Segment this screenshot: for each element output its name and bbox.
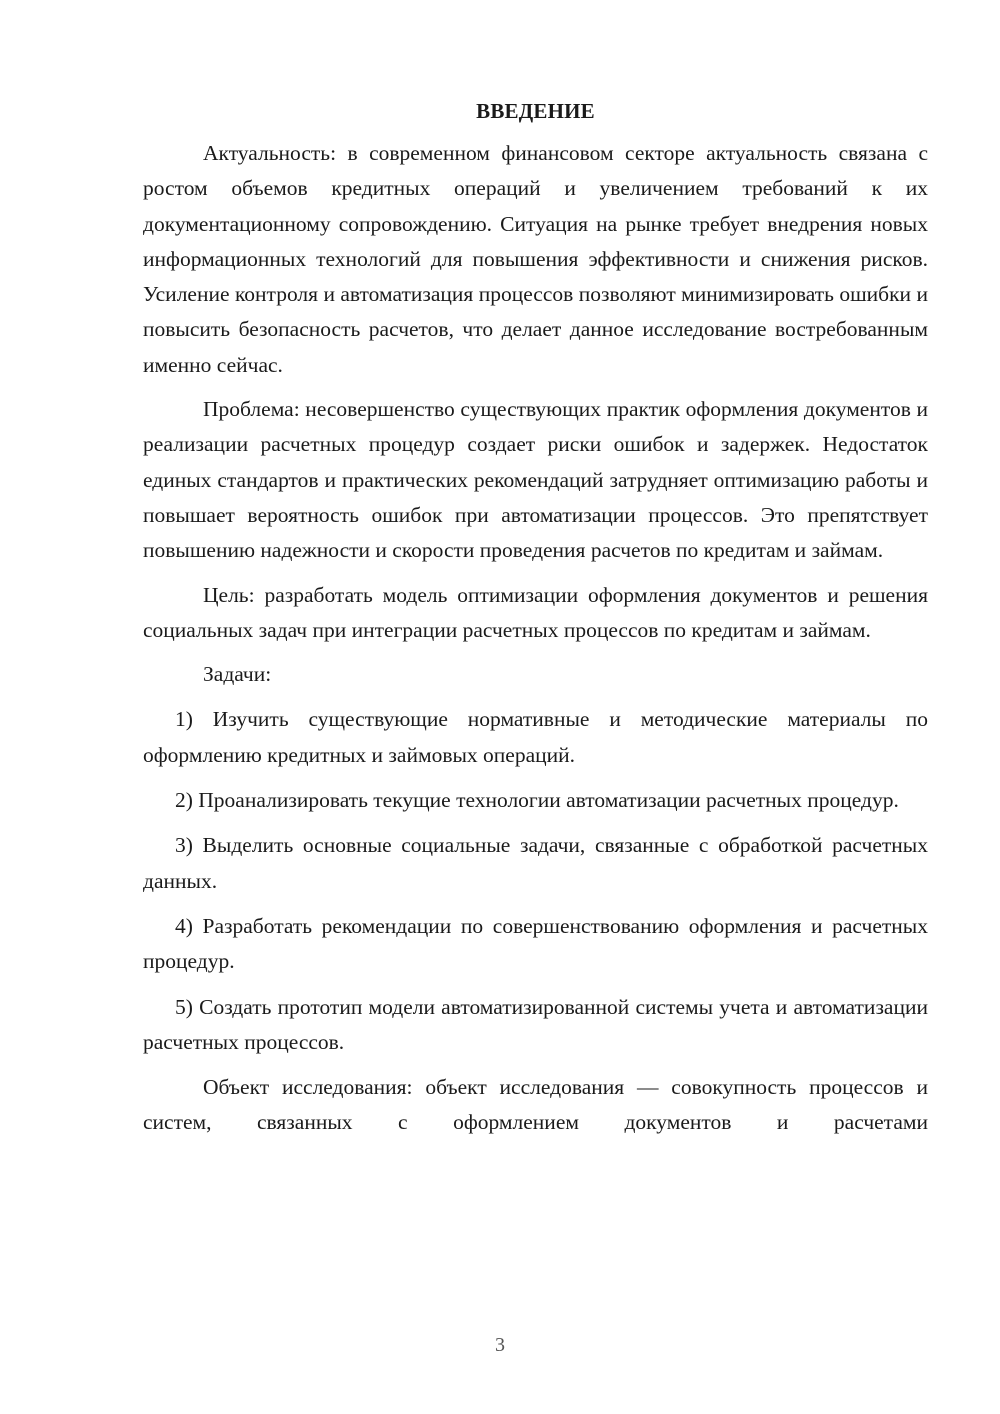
task-item-2: 2) Проанализировать текущие технологии автоматизации расчетных процедур. — [175, 788, 899, 813]
section-heading: ВВЕДЕНИЕ — [476, 99, 595, 123]
problem-paragraph: Проблема: несовершенство существующих практик оформления документов и реализации расчетных процедур создает риски ошибок и задержек. Недостаток единых стандартов и практических рекомендаций затрудняет оптимизацию работы и повышает вероятность ошибок при автоматизации процессов. Это препятствует повышению надежности и скорости проведения расчетов по кредитам и займам. — [143, 397, 928, 563]
document-page — [143, 96, 928, 1141]
object-paragraph: Объект исследования: объект исследования — совокупность процессов и систем, связанных с оформлением документов и расчетами — [143, 1075, 928, 1135]
task-item-3: 3) Выделить основные социальные задачи, связанные с обработкой расчетных данных. — [143, 833, 928, 893]
tasks-label: Задачи: — [203, 662, 272, 687]
task-item-5: 5) Создать прототип модели автоматизированной системы учета и автоматизации расчетных процессов. — [143, 994, 928, 1054]
relevance-paragraph: Актуальность: в современном финансовом секторе актуальность связана с ростом объемов кредитных операций и увеличением требований к их документационному сопровождению. Ситуация на рынке требует внедрения новых информационных технологий для повышения эффективности и снижения рисков. Усиление контроля и автоматизация процессов позволяют минимизировать ошибки и повысить безопасность расчетов, что делает данное исследование востребованным именно сейчас. — [143, 141, 928, 377]
page-number: 3 — [495, 1334, 505, 1356]
task-item-4: 4) Разработать рекомендации по совершенствованию оформления и расчетных процедур. — [143, 913, 928, 974]
goal-paragraph: Цель: разработать модель оптимизации оформления документов и решения социальных задач при интеграции расчетных процессов по кредитам и займам. — [143, 582, 928, 642]
task-item-1: 1) Изучить существующие нормативные и методические материалы по оформлению кредитных и займовых операций. — [143, 707, 928, 767]
